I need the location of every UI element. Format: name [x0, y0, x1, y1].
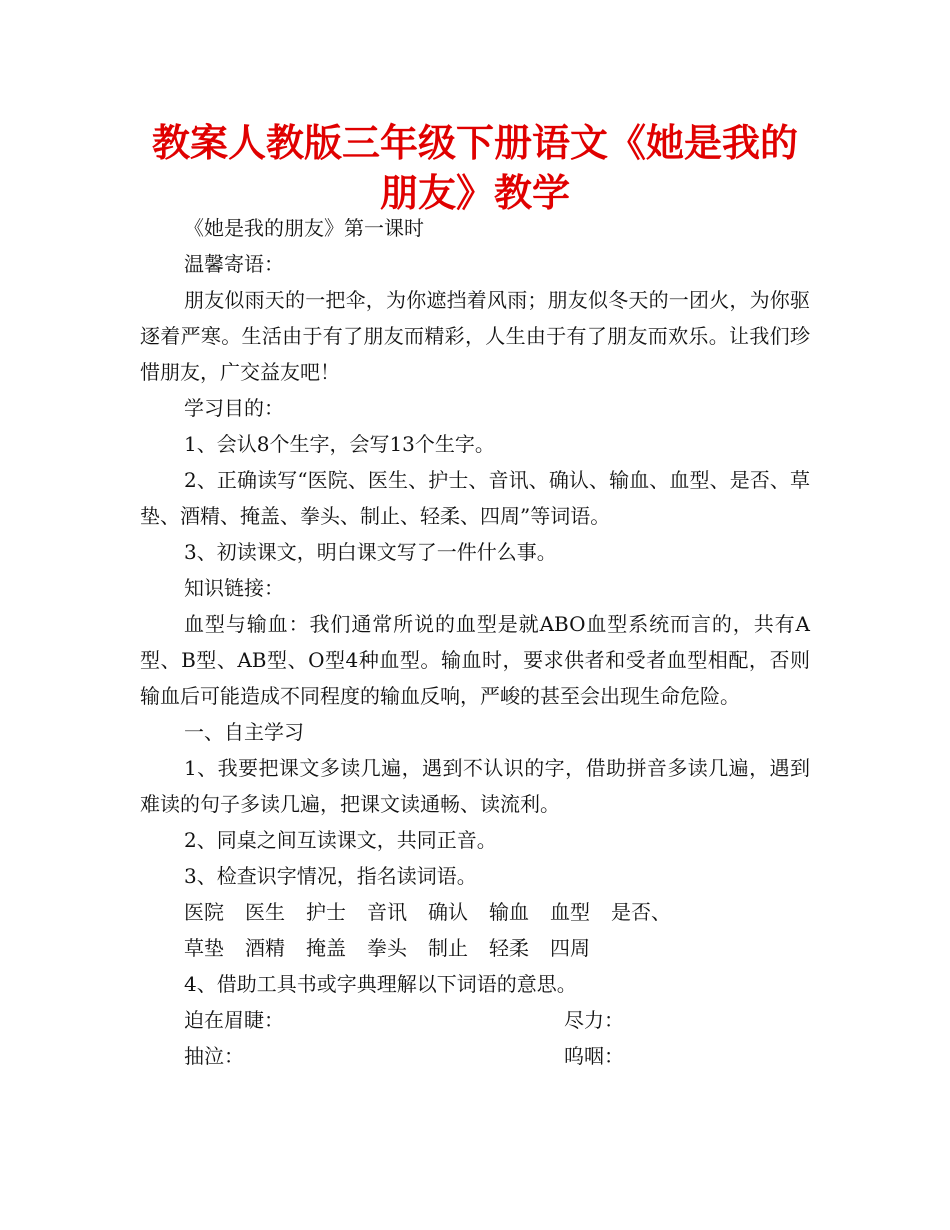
- paragraph: 3、检查识字情况，指名读词语。: [184, 864, 477, 888]
- paragraph: 2、正确读写“医院、医生、护士、音讯、确认、输血、血型、是否、草垫、酒精、掩盖、拳头、制止、轻柔、四周”等词语。: [140, 468, 810, 528]
- paragraph: 知识链接：: [184, 576, 284, 600]
- word-item: 制止: [428, 936, 468, 960]
- vocab-term: 呜咽：: [564, 1044, 624, 1068]
- paragraph: 血型与输血：我们通常所说的血型是就ABO血型系统而言的，共有A型、B型、AB型、O型4种血型。输血时，要求供者和受者血型相配，否则输血后可能造成不同程度的输血反响，严峻的甚至会出现生命危险。: [140, 612, 810, 708]
- paragraph: 朋友似雨天的一把伞，为你遮挡着风雨；朋友似冬天的一团火，为你驱逐着严寒。生活由于有了朋友而精彩，人生由于有了朋友而欢乐。让我们珍惜朋友，广交益友吧！: [140, 288, 810, 384]
- word-item: 医院: [184, 900, 224, 924]
- vocab-term: 迫在眉睫：: [184, 1008, 284, 1032]
- word-item: 是否、: [611, 900, 671, 924]
- word-item: 确认: [428, 900, 468, 924]
- document-title: 教案人教版三年级下册语文《她是我的朋友》教学: [151, 121, 798, 215]
- word-list-row-2: [140, 930, 810, 966]
- paragraph: 1、会认8个生字，会写13个生字。: [184, 432, 495, 456]
- vocab-term: 尽力：: [564, 1008, 624, 1032]
- word-item: 输血: [489, 900, 529, 924]
- word-item: 掩盖: [306, 936, 346, 960]
- word-item: 草垫: [184, 936, 224, 960]
- document-body: [140, 210, 810, 1074]
- paragraph: 1、我要把课文多读几遍，遇到不认识的字，借助拼音多读几遍，遇到难读的句子多读几遍，把课文读通畅、读流利。: [140, 756, 810, 816]
- word-item: 酒精: [245, 936, 285, 960]
- word-item: 四周: [550, 936, 590, 960]
- word-item: 轻柔: [489, 936, 529, 960]
- vocab-row: [140, 1038, 810, 1074]
- word-item: 拳头: [367, 936, 407, 960]
- word-item: 护士: [306, 900, 346, 924]
- word-list-row-1: [140, 894, 810, 930]
- paragraph: 3、初读课文，明白课文写了一件什么事。: [184, 540, 557, 564]
- word-item: 医生: [245, 900, 285, 924]
- paragraph: 4、借助工具书或字典理解以下词语的意思。: [184, 972, 577, 996]
- paragraph: 一、自主学习: [184, 720, 304, 744]
- word-item: 音讯: [367, 900, 407, 924]
- vocab-row: [140, 1002, 810, 1038]
- paragraph: 温馨寄语：: [184, 252, 284, 276]
- vocab-term: 抽泣：: [184, 1044, 244, 1068]
- word-item: 血型: [550, 900, 590, 924]
- paragraph: 《她是我的朋友》第一课时: [184, 216, 424, 240]
- paragraph: 2、同桌之间互读课文，共同正音。: [184, 828, 497, 852]
- paragraph: 学习目的：: [184, 396, 284, 420]
